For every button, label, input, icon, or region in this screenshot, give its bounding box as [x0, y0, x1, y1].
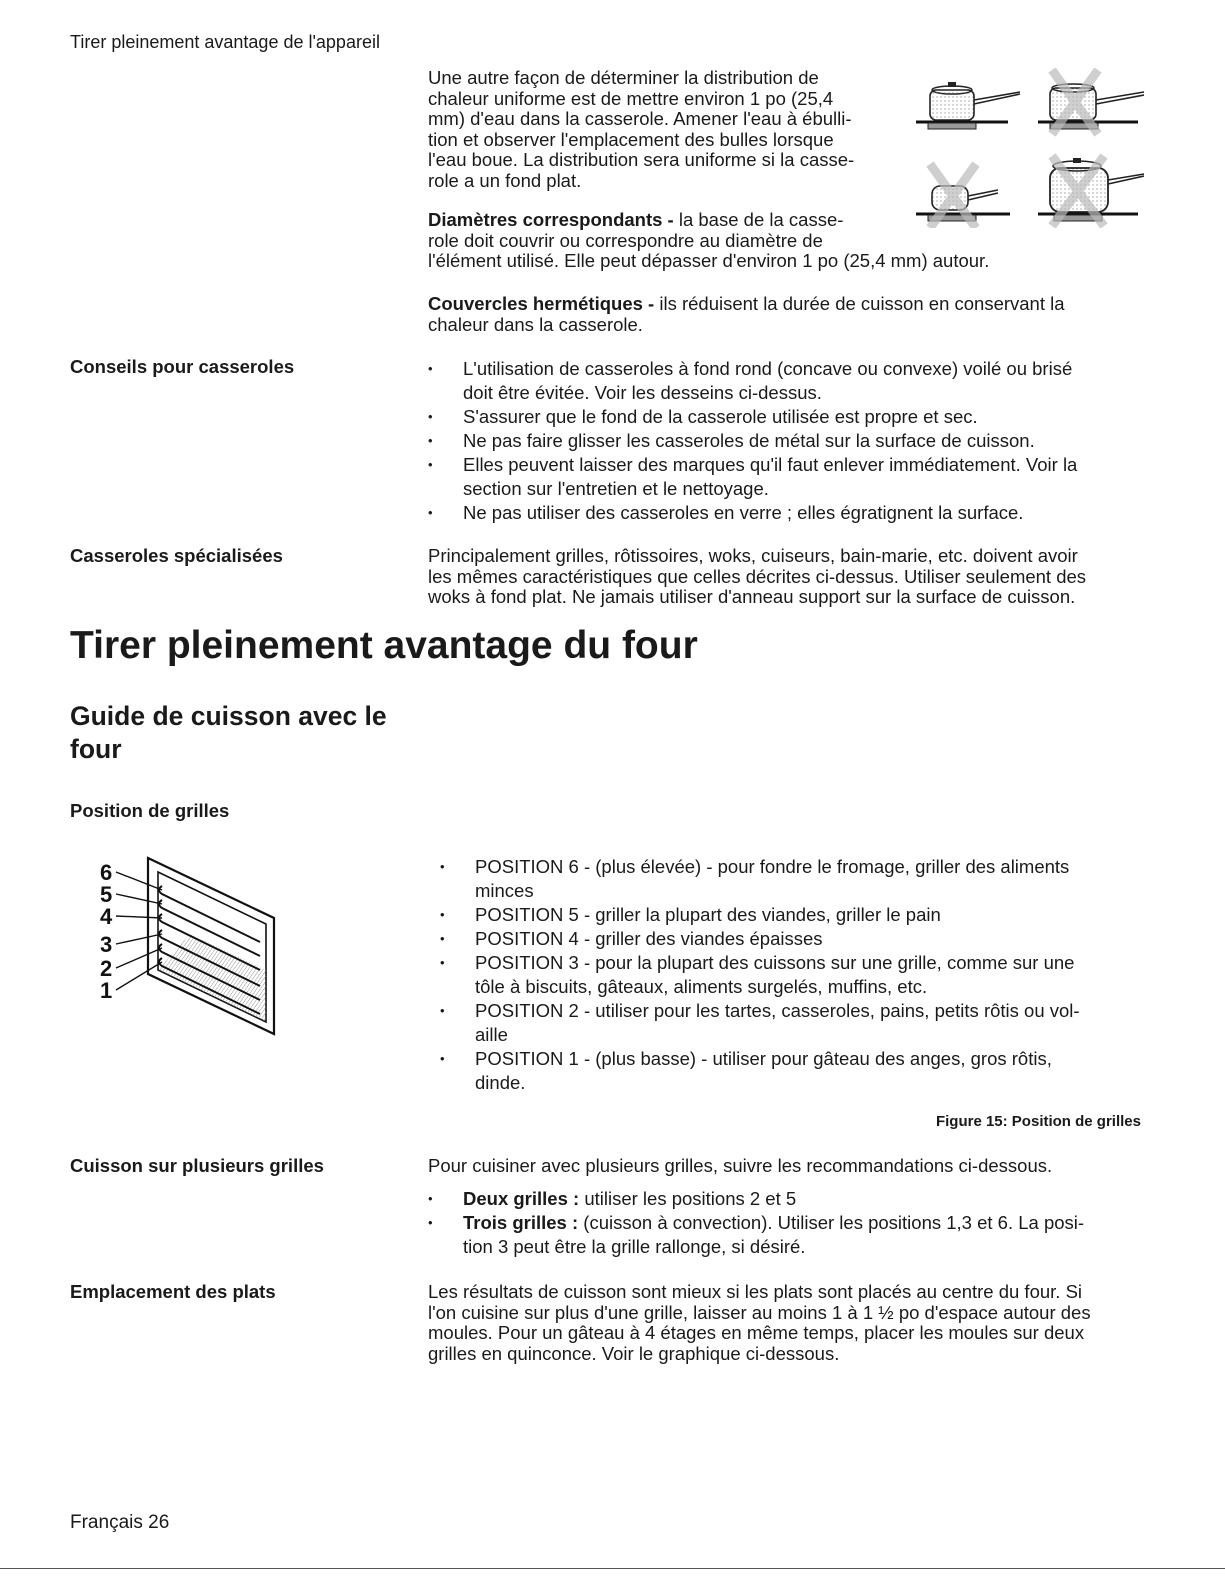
guide-title [70, 700, 430, 766]
conseils-heading: Conseils pour casseroles [70, 356, 295, 377]
bullet-line: • Ne pas faire glisser les casseroles de métal sur la surface de cuisson. [463, 430, 1035, 451]
list-item [440, 855, 1080, 903]
intro-paragraph [428, 68, 854, 191]
list-item [428, 501, 1077, 525]
position-list [440, 855, 1080, 1095]
list-item [440, 927, 1080, 951]
position-line: • POSITION 5 - griller la plupart des viandes, griller le pain [475, 904, 941, 925]
list-item [440, 1047, 1080, 1095]
diametres-label: Diamètres correspondants - [428, 209, 674, 230]
bullet-line: doit être évitée. Voir les desseins ci-dessus. [463, 382, 822, 403]
deux-label: Deux grilles : [463, 1188, 580, 1209]
bullet-line: • S'assurer que le fond de la casserole utilisée est propre et sec. [463, 406, 978, 427]
rack-number: 4 [100, 904, 113, 929]
list-item [428, 429, 1077, 453]
multi-intro: Pour cuisiner avec plusieurs grilles, suivre les recommandations ci-dessous. [428, 1155, 1053, 1176]
rack-number: 5 [100, 882, 113, 907]
bullet-line: • L'utilisation de casseroles à fond rond (concave ou convexe) voilé ou brisé [463, 358, 1073, 379]
pan-too-large-crossed-icon [1038, 156, 1144, 226]
position-heading: Position de grilles [70, 800, 230, 821]
intro-line: tion et observer l'emplacement des bulles lorsque [428, 128, 834, 150]
position-line: aille [475, 1024, 508, 1045]
emplacement-line: l'on cuisine sur plus d'une grille, laisser au moins 1 à 1 ½ po d'espace autour des [428, 1301, 1091, 1323]
specialisees-paragraph [428, 546, 1086, 608]
list-item [428, 453, 1077, 501]
pan-warped-crossed-icon [1038, 70, 1144, 134]
specialisees-line: Principalement grilles, rôtissoires, woks, cuiseurs, bain-marie, etc. doivent avoir [428, 545, 1078, 566]
rack-number: 2 [100, 956, 113, 981]
emplacement-line: Les résultats de cuisson sont mieux si les plats sont placés au centre du four. Si [428, 1281, 1083, 1302]
intro-line: Une autre façon de déterminer la distribution de [428, 67, 819, 88]
intro-line: mm) d'eau dans la casserole. Amener l'eau à ébulli- [428, 108, 852, 129]
emplacement-line: grilles en quinconce. Voir le graphique ci-dessous. [428, 1342, 840, 1364]
intro-line: role a un fond plat. [428, 169, 582, 191]
position-line: • POSITION 1 - (plus basse) - utiliser pour gâteau des anges, gros rôtis, [475, 1048, 1052, 1069]
figure-caption: Figure 15: Position de grilles [935, 1113, 1141, 1130]
position-line: • POSITION 2 - utiliser pour les tartes, casseroles, pains, petits rôtis ou vol- [475, 1000, 1080, 1021]
running-header: Tirer pleinement avantage de l'appareil [70, 32, 380, 52]
bullet-line: • Ne pas utiliser des casseroles en verre ; elles égratignent la surface. [463, 502, 1024, 523]
list-item [428, 405, 1077, 429]
diametres-paragraph [428, 210, 989, 272]
couvercles-label: Couvercles hermétiques - [428, 293, 655, 314]
intro-line: chaleur uniforme est de mettre environ 1 po (25,4 [428, 87, 834, 109]
multi-list [428, 1187, 1084, 1259]
guide-title-line: four [70, 734, 122, 764]
rack-positions-diagram [90, 850, 290, 1040]
specialisees-line: les mêmes caractéristiques que celles décrites ci-dessus. Utiliser seulement des [428, 565, 1087, 587]
emplacement-paragraph [428, 1282, 1091, 1364]
specialisees-heading: Casseroles spécialisées [70, 545, 283, 566]
couvercles-paragraph [428, 294, 1065, 335]
position-line: • POSITION 3 - pour la plupart des cuissons sur une grille, comme sur une [475, 952, 1075, 973]
list-item [428, 1187, 1084, 1211]
position-line: minces [475, 880, 534, 901]
position-line: • POSITION 4 - griller des viandes épaisses [475, 928, 823, 949]
pan-correct-icon [916, 82, 1020, 129]
diametres-line: l'élément utilisé. Elle peut dépasser d'environ 1 po (25,4 mm) autour. [428, 250, 990, 271]
diametres-line: role doit couvrir ou correspondre au diamètre de [428, 229, 823, 251]
intro-line: l'eau boue. La distribution sera uniforme si la casse- [428, 149, 855, 170]
bullet-line: • Elles peuvent laisser des marques qu'il faut enlever immédiatement. Voir la [463, 454, 1078, 475]
conseils-list [428, 357, 1077, 525]
diametres-line: la base de la casse- [673, 209, 844, 230]
position-line: • POSITION 6 - (plus élevée) - pour fondre le fromage, griller des aliments [475, 856, 1070, 877]
emplacement-heading: Emplacement des plats [70, 1281, 276, 1302]
trois-text: tion 3 peut être la grille rallonge, si désiré. [463, 1236, 806, 1257]
list-item [428, 1211, 1084, 1259]
guide-title-line: Guide de cuisson avec le [70, 701, 387, 731]
list-item [428, 357, 1077, 405]
specialisees-line: woks à fond plat. Ne jamais utiliser d'anneau support sur la surface de cuisson. [428, 586, 1076, 607]
position-line: tôle à biscuits, gâteaux, aliments surgelés, muffins, etc. [475, 976, 928, 997]
list-item [440, 999, 1080, 1047]
trois-label: Trois grilles : [463, 1212, 579, 1233]
couvercles-line: chaleur dans la casserole. [428, 313, 643, 335]
trois-text: (cuisson à convection). Utiliser les positions 1,3 et 6. La posi- [578, 1212, 1085, 1233]
deux-text: utiliser les positions 2 et 5 [579, 1188, 797, 1209]
rack-number: 6 [100, 860, 113, 885]
list-item [440, 951, 1080, 999]
bullet-line: section sur l'entretien et le nettoyage. [463, 478, 769, 499]
main-title: Tirer pleinement avantage du four [70, 624, 698, 667]
multi-heading: Cuisson sur plusieurs grilles [70, 1155, 324, 1176]
list-item [440, 903, 1080, 927]
position-line: dinde. [475, 1072, 526, 1093]
couvercles-line: ils réduisent la durée de cuisson en conservant la [654, 293, 1065, 314]
pan-illustrations [912, 68, 1147, 228]
bottom-divider [0, 1568, 1225, 1569]
page-footer: Français 26 [70, 1512, 170, 1533]
rack-number: 1 [100, 978, 113, 1003]
emplacement-line: moules. Pour un gâteau à 4 étages en même temps, placer les moules sur deux [428, 1322, 1085, 1343]
rack-number: 3 [100, 932, 113, 957]
